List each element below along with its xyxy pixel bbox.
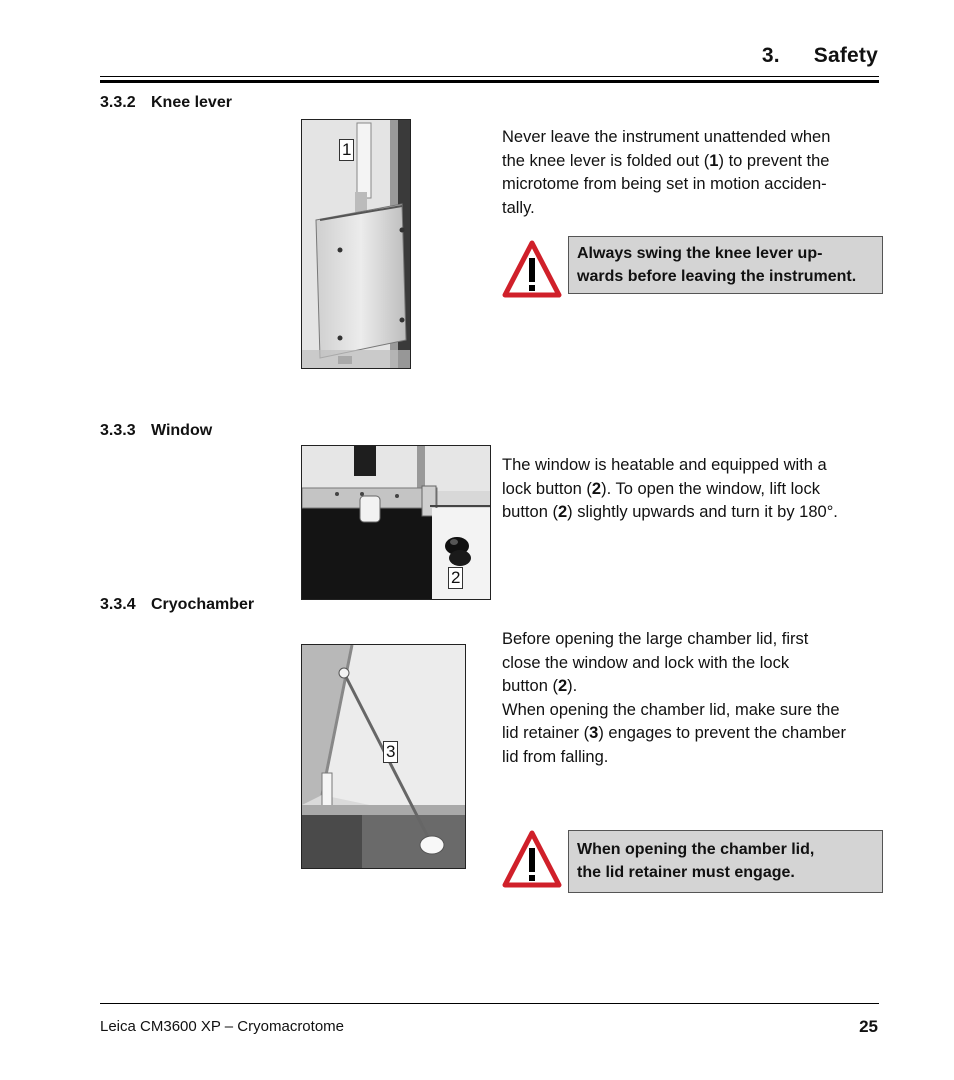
text-line: ). [567,677,578,695]
section-number: 3.3.4 [100,596,136,613]
chapter-number: 3. [761,44,780,67]
footer-rule [100,1003,879,1004]
text-ref: 1 [709,151,719,170]
chapter-heading [762,44,878,68]
cryochamber-text [502,628,880,769]
text-line: Never leave the instrument unattended when [502,128,831,146]
callout-1: 1 [339,139,354,161]
text-ref: 3 [589,724,599,742]
callout-3: 3 [383,741,398,763]
text-line: microtome from being set in motion acciden- [502,175,827,193]
text-ref: 2 [557,503,568,521]
warning-triangle-icon [502,240,562,298]
warning-box-cryochamber [568,830,883,893]
text-line: lid retainer ( [502,724,590,742]
warning-triangle-icon [502,830,562,888]
section-title: Window [151,422,213,439]
warning-box-knee-lever [568,236,883,294]
text-line: lid from falling. [502,747,609,766]
knee-lever-text [502,126,880,220]
text-line: lock button ( [502,479,592,498]
header-rule-thick [100,80,879,83]
text-line: button ( [502,677,558,695]
text-line: button ( [502,503,558,521]
chapter-title: Safety [813,44,878,67]
knee-lever-photo [301,119,411,369]
section-heading-knee-lever [100,94,232,112]
warning-line: the lid retainer must engage. [577,864,795,881]
footer-document-title: Leica CM3600 XP – Cryomacrotome [100,1018,344,1035]
text-line: ) slightly upwards and turn it by 180°. [567,503,838,521]
window-text [502,454,880,525]
section-heading-cryochamber [100,596,254,614]
text-line: ). To open the window, lift lock [601,479,820,498]
header-rule-thin [100,76,879,77]
text-line: ) to prevent the [718,151,830,170]
warning-line: When opening the chamber lid, [577,841,815,858]
section-number: 3.3.2 [100,94,136,111]
page-number: 25 [859,1017,878,1036]
section-title: Knee lever [151,94,232,111]
text-line: ) engages to prevent the chamber [598,724,846,742]
section-heading-window [100,422,212,440]
text-line: the knee lever is folded out ( [502,151,710,170]
warning-line: Always swing the knee lever up- [577,245,823,262]
section-number: 3.3.3 [100,422,136,439]
text-line: Before opening the large chamber lid, first [502,630,809,648]
section-title: Cryochamber [151,596,255,613]
callout-2: 2 [448,567,463,589]
text-line: The window is heatable and equipped with a [502,456,827,474]
text-line: tally. [502,198,535,217]
text-line: When opening the chamber lid, make sure the [502,700,840,719]
text-ref: 2 [591,479,602,498]
warning-line: wards before leaving the instrument. [577,268,857,285]
text-line: close the window and lock with the lock [502,653,790,672]
text-ref: 2 [557,677,568,695]
